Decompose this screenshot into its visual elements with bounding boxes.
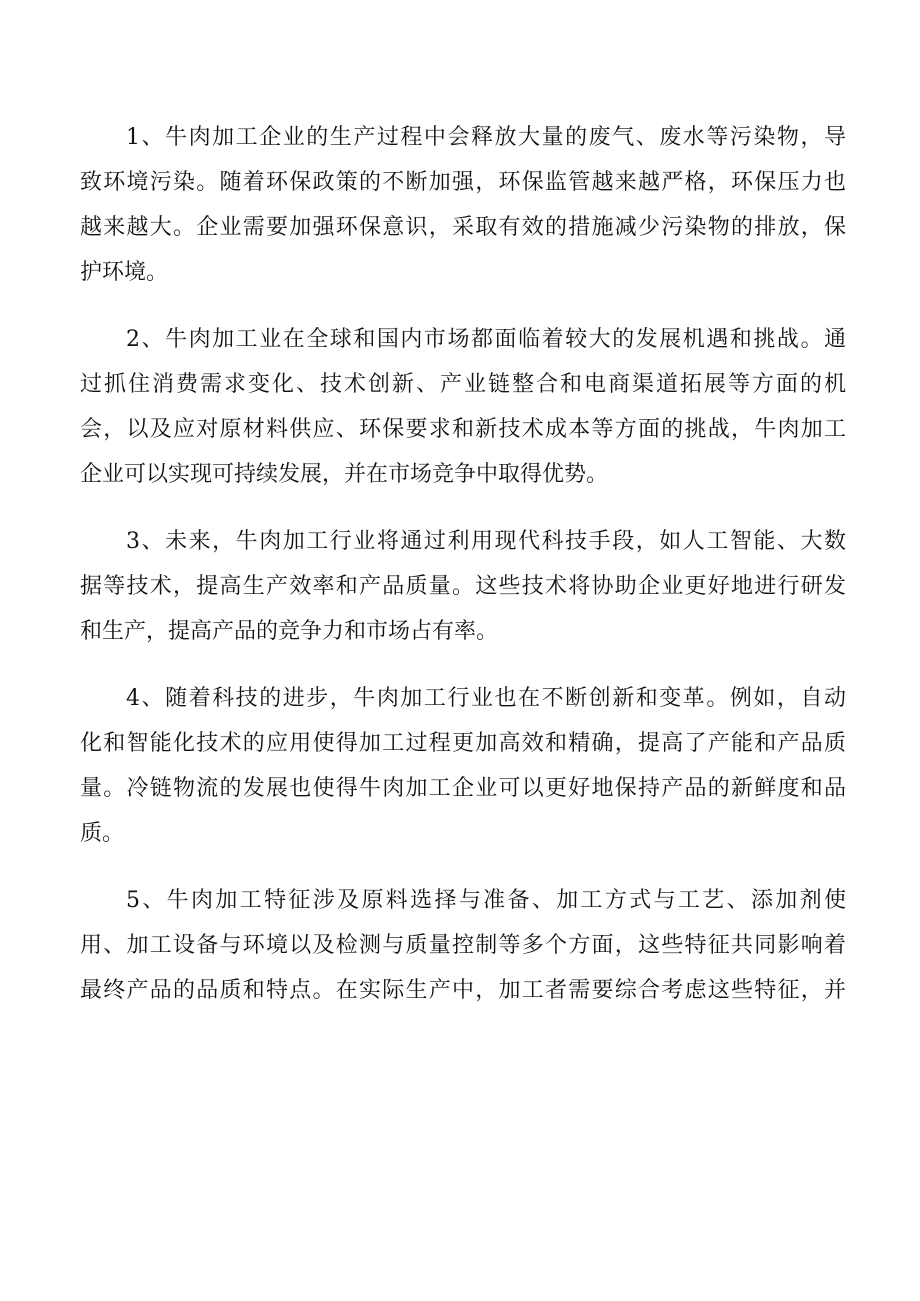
paragraph-line: 和生产，提高产品的竞争力和市场占有率。 xyxy=(80,619,499,644)
paragraph-line: 量。冷链物流的发展也使得牛肉加工企业可以更好地保持产品的新鲜度和品 xyxy=(80,776,846,801)
paragraph-4 xyxy=(80,676,846,856)
paragraph-line: 2、牛肉加工业在全球和国内市场都面临着较大的发展机遇和挑战。通 xyxy=(126,327,846,352)
paragraph-3 xyxy=(80,519,846,654)
paragraph-line: 用、加工设备与环境以及检测与质量控制等多个方面，这些特征共同影响着 xyxy=(80,933,846,958)
paragraph-line: 4、随着科技的进步，牛肉加工行业也在不断创新和变革。例如，自动 xyxy=(126,686,846,711)
paragraph-line: 3、未来，牛肉加工行业将通过利用现代科技手段，如人工智能、大数 xyxy=(126,529,846,554)
paragraph-2 xyxy=(80,317,846,497)
paragraph-line: 越来越大。企业需要加强环保意识，采取有效的措施减少污染物的排放，保 xyxy=(80,215,846,240)
paragraph-1 xyxy=(80,115,846,295)
paragraph-line: 最终产品的品质和特点。在实际生产中，加工者需要综合考虑这些特征，并 xyxy=(80,978,846,1003)
paragraph-line: 致环境污染。随着环保政策的不断加强，环保监管越来越严格，环保压力也 xyxy=(80,170,846,195)
paragraph-line: 企业可以实现可持续发展，并在市场竞争中取得优势。 xyxy=(80,462,609,487)
paragraph-line: 会，以及应对原材料供应、环保要求和新技术成本等方面的挑战，牛肉加工 xyxy=(80,417,846,442)
document-body xyxy=(80,115,846,1035)
paragraph-line: 据等技术，提高生产效率和产品质量。这些技术将协助企业更好地进行研发 xyxy=(80,574,846,599)
paragraph-line: 护环境。 xyxy=(80,260,169,285)
paragraph-line: 5、牛肉加工特征涉及原料选择与准备、加工方式与工艺、添加剂使 xyxy=(126,888,846,913)
paragraph-line: 1、牛肉加工企业的生产过程中会释放大量的废气、废水等污染物，导 xyxy=(126,125,846,150)
paragraph-line: 质。 xyxy=(80,821,125,846)
paragraph-5 xyxy=(80,878,846,1013)
paragraph-line: 过抓住消费需求变化、技术创新、产业链整合和电商渠道拓展等方面的机 xyxy=(80,372,846,397)
paragraph-line: 化和智能化技术的应用使得加工过程更加高效和精确，提高了产能和产品质 xyxy=(80,731,846,756)
